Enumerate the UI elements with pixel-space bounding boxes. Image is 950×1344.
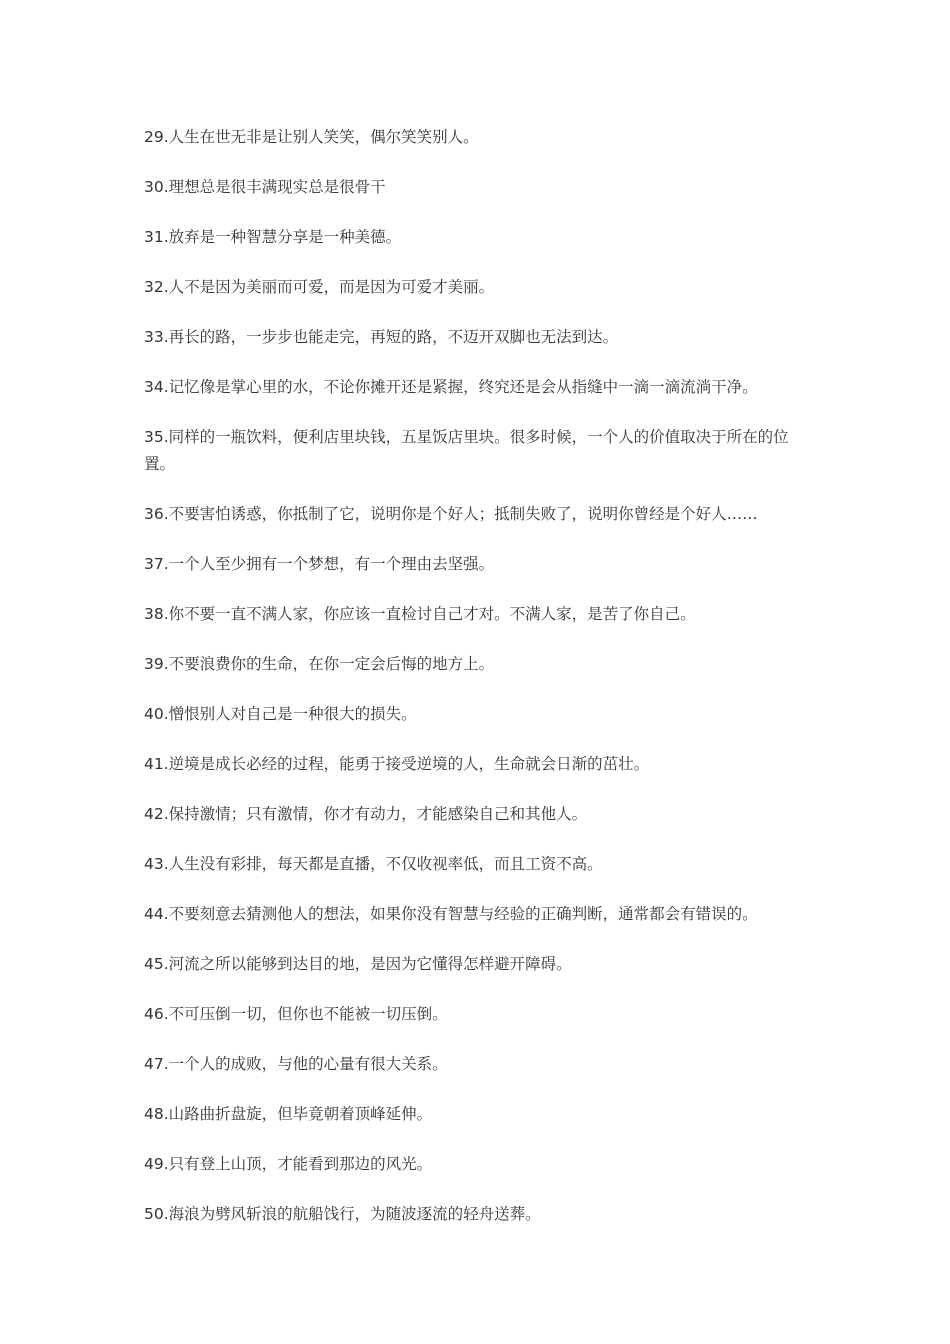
quote-item-33: 33.再长的路，一步步也能走完，再短的路，不迈开双脚也无法到达。 xyxy=(144,327,619,346)
quote-item-40: 40.憎恨别人对自己是一种很大的损失。 xyxy=(144,705,417,724)
quote-item-39: 39.不要浪费你的生命，在你一定会后悔的地方上。 xyxy=(144,655,495,674)
quote-item-38: 38.你不要一直不满人家，你应该一直检讨自己才对。不满人家，是苦了你自己。 xyxy=(144,605,696,624)
quote-item-41: 41.逆境是成长必经的过程，能勇于接受逆境的人，生命就会日渐的茁壮。 xyxy=(144,755,650,774)
quote-item-35: 35.同样的一瓶饮料，便利店里块钱，五星饭店里块。很多时候，一个人的价值取决于所在的位置。 xyxy=(144,427,789,474)
quote-item-42: 42.保持激情；只有激情，你才有动力，才能感染自己和其他人。 xyxy=(144,805,588,824)
quote-item-34: 34.记忆像是掌心里的水，不论你摊开还是紧握，终究还是会从指缝中一滴一滴流淌干净。 xyxy=(144,377,758,396)
quote-item-36: 36.不要害怕诱惑，你抵制了它，说明你是个好人；抵制失败了，说明你曾经是个好人…… xyxy=(144,505,758,524)
quote-item-45: 45.河流之所以能够到达目的地，是因为它懂得怎样避开障碍。 xyxy=(144,955,572,974)
quote-list xyxy=(144,124,814,1251)
quote-item-31: 31.放弃是一种智慧分享是一种美德。 xyxy=(144,227,402,246)
quote-item-43: 43.人生没有彩排，每天都是直播，不仅收视率低，而且工资不高。 xyxy=(144,855,603,874)
quote-item-48: 48.山路曲折盘旋，但毕竟朝着顶峰延伸。 xyxy=(144,1105,433,1123)
quote-item-32: 32.人不是因为美丽而可爱，而是因为可爱才美丽。 xyxy=(144,277,495,296)
quote-item-50: 50.海浪为劈风斩浪的航船饯行，为随波逐流的轻舟送葬。 xyxy=(144,1204,541,1223)
quote-item-49: 49.只有登上山顶，才能看到那边的风光。 xyxy=(144,1154,433,1173)
quote-item-29: 29.人生在世无非是让别人笑笑，偶尔笑笑别人。 xyxy=(144,128,479,146)
quote-item-47: 47.一个人的成败，与他的心量有很大关系。 xyxy=(144,1055,448,1074)
quote-item-30: 30.理想总是很丰满现实总是很骨干 xyxy=(144,177,386,196)
quote-item-46: 46.不可压倒一切，但你也不能被一切压倒。 xyxy=(144,1005,448,1024)
quote-item-44: 44.不要刻意去猜测他人的想法，如果你没有智慧与经验的正确判断，通常都会有错误的。 xyxy=(144,905,758,924)
quote-item-37: 37.一个人至少拥有一个梦想，有一个理由去坚强。 xyxy=(144,555,495,574)
